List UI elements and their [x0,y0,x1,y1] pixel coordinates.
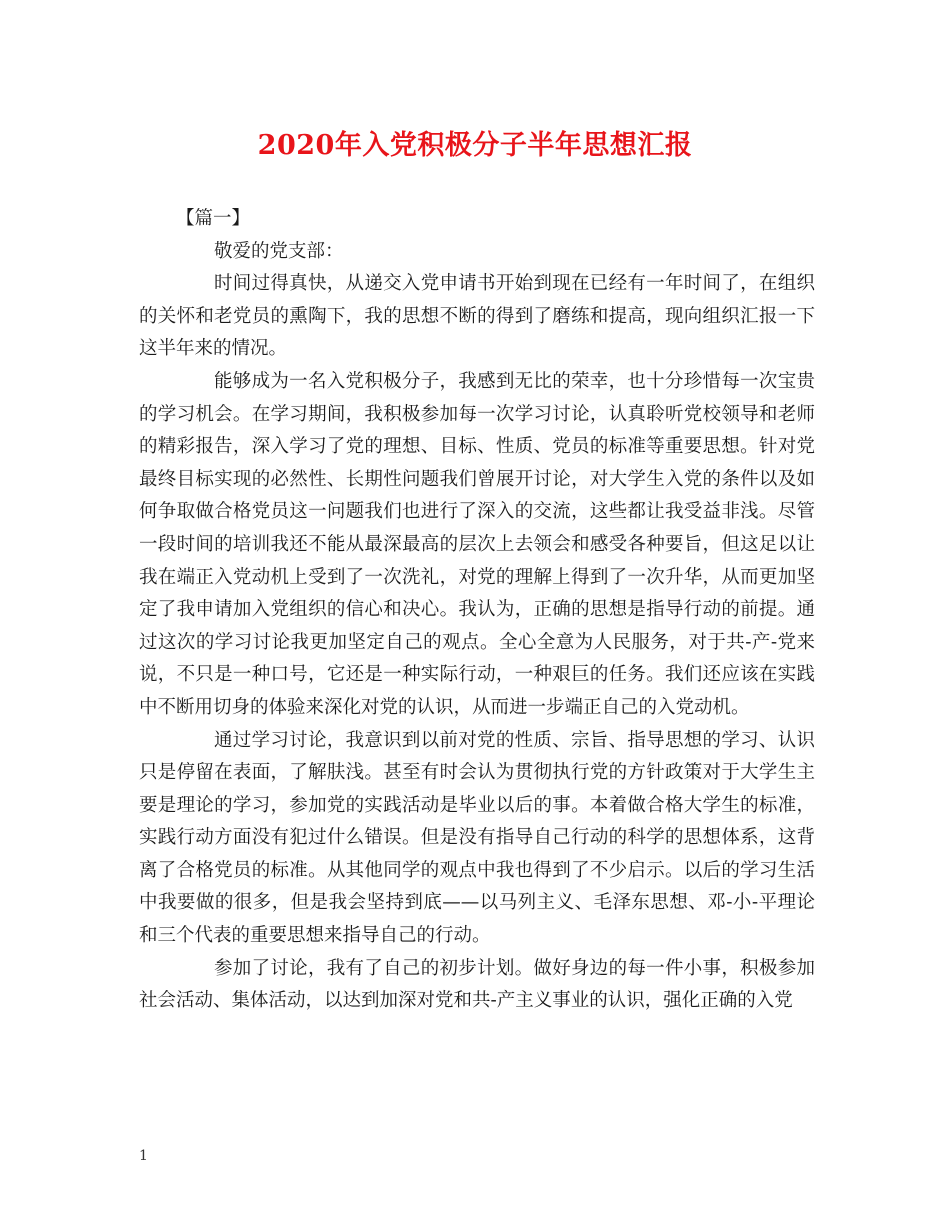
paragraph-1: 时间过得真快，从递交入党申请书开始到现在已经有一年时间了，在组织的关怀和老党员的熏陶下，我的思想不断的得到了磨练和提高，现向组织汇报一下这半年来的情况。 [139,273,815,360]
page-number: 1 [139,1148,148,1164]
paragraph-4: 参加了讨论，我有了自己的初步计划。做好身边的每一件小事，积极参加社会活动、集体活动，以达到加深对党和共-产主义事业的认识，强化正确的入党 [139,957,815,1012]
paragraph-2: 能够成为一名入党积极分子，我感到无比的荣幸，也十分珍惜每一次宝贵的学习机会。在学习期间，我积极参加每一次学习讨论，认真聆听党校领导和老师的精彩报告，深入学习了党的理想、目标、性质、党员的标准等重要思想。针对党最终目标实现的必然性、长期性问题我们曾展开讨论，对大学生入党的条件以及如何争取做合格党员这一问题我们也进行了深入的交流，这些都让我受益非浅。尽管一段时间的培训我还不能从最深最高的层次上去领会和感受各种要旨，但这足以让我在端正入党动机上受到了一次洗礼，对党的理解上得到了一次升华，从而更加坚定了我申请加入党组织的信心和决心。我认为，正确的思想是指导行动的前提。通过这次的学习讨论我更加坚定自己的观点。全心全意为人民服务，对于共-产-党来说，不只是一种口号，它还是一种实际行动，一种艰巨的任务。我们还应该在实践中不断用切身的体验来深化对党的认识，从而进一步端正自己的入党动机。 [139,370,815,718]
document-body [139,203,815,1018]
salutation: 敬爱的党支部： [214,240,344,262]
document-title: 2020年入党积极分子半年思想汇报 [257,130,693,161]
section-label: 【篇一】 [176,208,251,229]
paragraph-3: 通过学习讨论，我意识到以前对党的性质、宗旨、指导思想的学习、认识只是停留在表面，了解肤浅。甚至有时会认为贯彻执行党的方针政策对于大学生主要是理论的学习，参加党的实践活动是毕业以后的事。本着做合格大学生的标准，实践行动方面没有犯过什么错误。但是没有指导自己行动的科学的思想体系，这背离了合格党员的标准。从其他同学的观点中我也得到了不少启示。以后的学习生活中我要做的很多，但是我会坚持到底——以马列主义、毛泽东思想、邓-小-平理论和三个代表的重要思想来指导自己的行动。 [139,729,815,947]
